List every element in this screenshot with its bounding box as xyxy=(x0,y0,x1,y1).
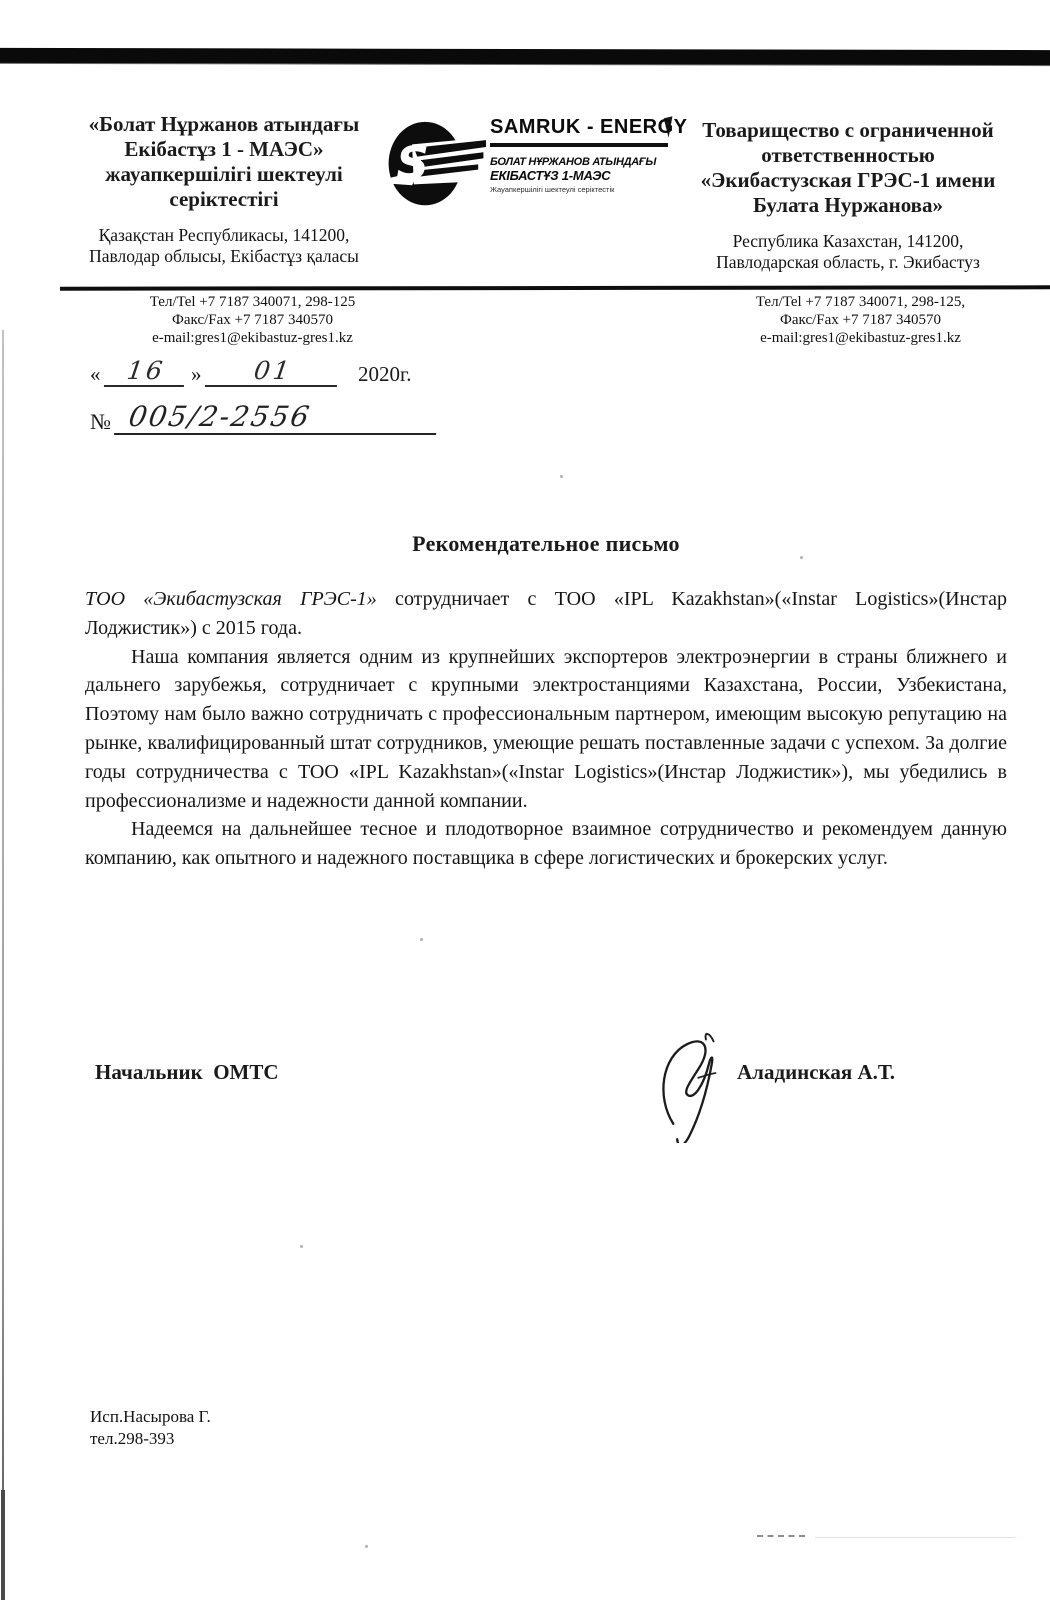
executor-name: Исп.Насырова Г. xyxy=(90,1407,211,1426)
logo-monogram-s: S xyxy=(396,137,429,191)
org-address-kk xyxy=(68,225,380,267)
org-name-ru-line: «Экибастузская ГРЭС-1 имени xyxy=(700,168,996,192)
phone-line: Тел/Tel +7 7187 340071, 298-125 xyxy=(149,294,356,310)
number-sign: № xyxy=(90,409,111,434)
samruk-energy-logo xyxy=(386,108,688,226)
year-label: 2020г. xyxy=(358,362,412,386)
paragraph-1-rest: сотрудничает с ТОО «IPL Kazakhstan»(«Instar Logistics»(Инстар Лоджистик») с 2015 года. xyxy=(85,588,1008,639)
logo-text-block xyxy=(490,116,688,194)
email-line: e-mail:gres1@ekibastuz-gres1.kz xyxy=(760,330,961,346)
handwritten-signature-icon xyxy=(645,1028,740,1143)
org-name-ru-line: Булата Нуржанова» xyxy=(752,193,944,217)
scan-speck xyxy=(560,475,563,478)
org-address-ru-line: Республика Казахстан, 141200, xyxy=(732,231,964,251)
letterhead-left-kazakh xyxy=(68,112,380,267)
scan-bottom-dashes xyxy=(757,1535,805,1537)
fax-line: Факс/Fax +7 7187 340570 xyxy=(172,312,333,328)
logo-brand-name: SAMRUK - ENERGY xyxy=(490,116,688,138)
handwritten-month: 01 xyxy=(205,356,341,387)
scan-speck xyxy=(300,1245,303,1248)
letterhead-right-russian xyxy=(676,118,1020,273)
contact-block-left xyxy=(100,293,405,347)
org-address-ru xyxy=(676,231,1020,273)
quote-close: » xyxy=(191,362,202,386)
signer-position: Начальник ОМТС xyxy=(95,1060,279,1084)
org-name-kk-line: Екібастұз 1 - МАЭС» xyxy=(124,137,324,161)
org-address-kk-line: Қазақстан Республикасы, 141200, xyxy=(98,225,350,245)
org-name-kk-line: «Болат Нұржанов атындағы xyxy=(88,112,360,136)
logo-org-line1: БОЛАТ НҰРЖАНОВ АТЫНДАҒЫ xyxy=(490,156,657,168)
handwritten-outgoing-number: 005/2-2556 xyxy=(113,400,441,435)
handwritten-day: 16 xyxy=(104,356,188,387)
scan-speck xyxy=(420,938,423,941)
org-address-ru-line: Павлодарская область, г. Экибастуз xyxy=(716,252,980,272)
phone-line: Тел/Tel +7 7187 340071, 298-125, xyxy=(755,294,966,310)
scan-speck xyxy=(365,1545,368,1548)
scan-left-edge-line xyxy=(2,330,4,1600)
org-name-kk-line: серіктестігі xyxy=(169,187,279,211)
paragraph-1-lead-italic: ТОО «Экибастузская ГРЭС-1» xyxy=(85,588,377,610)
org-name-ru-line: ответственностью xyxy=(761,143,935,167)
signer-name: Аладинская А.Т. xyxy=(737,1060,896,1084)
paragraph-2: Наша компания является одним из крупнейших экспортеров электроэнергии в страны ближнего и дальнего зарубежья, сотрудничает с крупными электростанциями Казахстана, России, Узбекистана, Поэтому нам было важно сотрудничать с профессиональным партнером, имеющим высокую репутацию на рынке, квалифицированный штат сотрудников, умеющие решать поставленные задачи с успехом. За долгие годы сотрудничества с ТОО «IPL Kazakhstan»(«Instar Logistics»(Инстар Лоджистик»), мы убедились в профессионализме и надежности данной компании. xyxy=(85,645,1007,812)
contact-block-right xyxy=(703,293,1018,347)
scan-top-edge-bar xyxy=(0,48,1050,65)
logo-rule xyxy=(490,143,668,147)
email-line: e-mail:gres1@ekibastuz-gres1.kz xyxy=(152,330,353,346)
scan-left-edge-dark-segment xyxy=(1,1490,5,1600)
quote-open: « xyxy=(90,362,101,386)
org-name-ru-line: Товарищество с ограниченной xyxy=(702,118,994,142)
samruk-energy-emblem-icon xyxy=(386,110,486,218)
outgoing-number-line xyxy=(90,400,439,435)
paragraph-3: Надеемся на дальнейшее тесное и плодотворное взаимное сотрудничество и рекомендуем данную компанию, как опытного и надежного поставщика в сфере логистических и брокерских услуг. xyxy=(85,818,1007,870)
org-address-kk-line: Павлодар облысы, Екібастұз қаласы xyxy=(89,246,359,266)
letter-title: Рекомендательное письмо xyxy=(412,531,680,556)
fax-line: Факс/Fax +7 7187 340570 xyxy=(780,312,941,328)
logo-org-line2: ЕКІБАСТҰЗ 1-МАЭС xyxy=(490,168,611,183)
logo-org-line3: Жауапкершілігі шектеулі серіктестік xyxy=(490,185,615,194)
date-line xyxy=(90,356,412,387)
executor-phone: тел.298-393 xyxy=(90,1429,175,1448)
paragraph-1 xyxy=(85,585,1007,643)
scan-bottom-faint-line xyxy=(815,1537,1015,1538)
letter-body xyxy=(85,585,1007,873)
org-name-kk-line: жауапкершілігі шектеулі xyxy=(105,162,343,186)
executor-block xyxy=(90,1406,211,1450)
letterhead-divider-rule xyxy=(60,285,1050,290)
